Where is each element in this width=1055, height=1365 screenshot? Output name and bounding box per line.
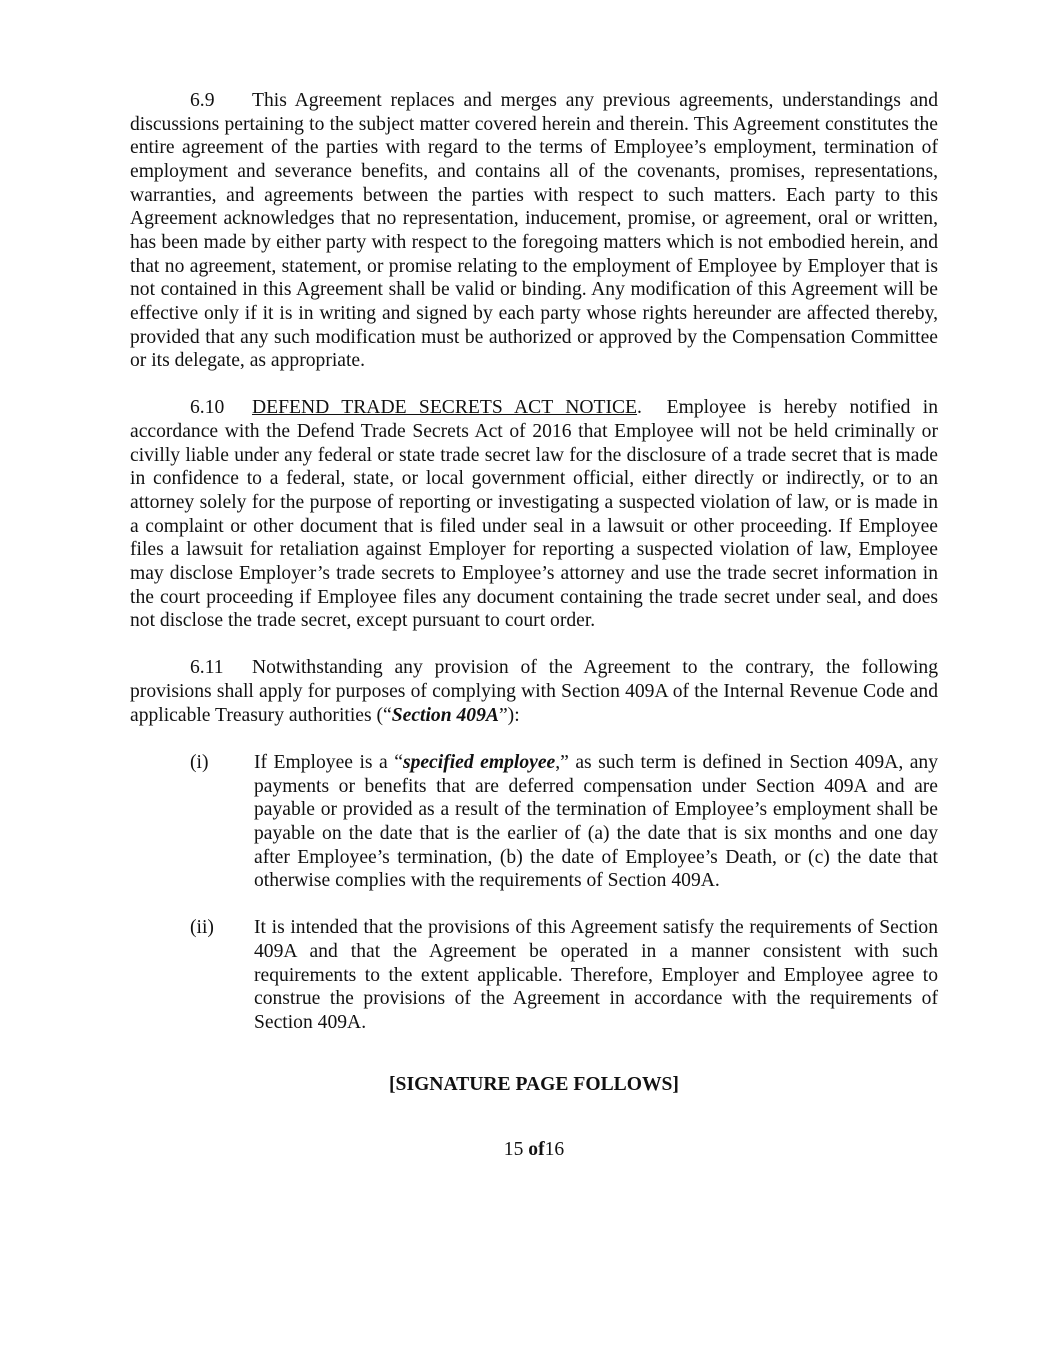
list-marker: (i) — [190, 751, 209, 773]
list-text: It is intended that the provisions of this Agreement satisfy the requirements of Section 409A and that the Agreement be operated in a manner consistent with such requirements to the extent applicable. Therefore, Employer and Employee agree to construe the provisions of the Agreement in accordance with the requirements of Section 409A. — [254, 917, 938, 1033]
section-heading: DEFEND TRADE SECRETS ACT NOTICE — [252, 397, 638, 419]
section-number: 6.9 — [190, 90, 215, 111]
page-current: 15 — [503, 1139, 524, 1161]
section-number: 6.11 — [190, 657, 224, 679]
defined-term: Section 409A — [391, 704, 499, 726]
list-text: If Employee is a “ — [254, 751, 403, 773]
defined-term: specified employee — [402, 751, 556, 773]
section-6-11 — [130, 656, 938, 727]
section-text: Notwithstanding any provision of the Agreement to the contrary, the following provisions shall apply for purposes of complying with Section 409A of the Internal Revenue Code and applicable Treasury authorities (“ — [130, 657, 938, 726]
document-page — [130, 89, 938, 1162]
section-number: 6.10 — [190, 397, 225, 419]
section-text-end: ”): — [498, 704, 520, 726]
section-text: This Agreement replaces and merges any previous agreements, understandings and discussions pertaining to the subject matter covered herein and therein. This Agreement constitutes the entire agreement of the parties with regard to the terms of Employee’s employment, termination of employment and severance benefits, and contains all of the covenants, promises, representations, warranties, and agreements between the parties with respect to such matters. Each party to this Agreement acknowledges that no representation, inducement, promise, or agreement, oral or written, has been made by either party with respect to the foregoing matters which is not embodied herein, and that no agreement, statement, or promise relating to the employment of Employee by Employer that is not contained in this Agreement shall be valid or binding. Any modification of this Agreement will be effective only if it is in writing and signed by each party whose rights hereunder are affected thereby, provided that any such modification must be authorized or approved by the Compensation Committee or its delegate, as appropriate. — [130, 90, 938, 372]
list-text-end: ,” as such term is defined in Section 409A, any payments or benefits that are deferred compensation under Section 409A and are payable or provided as a result of the termination of Employee’s employment shall be payable on the date that is the earlier of (a) the date that is six months and one day after Employee’s termination, (b) the date of Employee’s Death, or (c) the date that otherwise complies with the requirements of Section 409A. — [254, 751, 939, 892]
section-text: Employee is hereby notified in accordance with the Defend Trade Secrets Act of 2016 that Employee will not be held criminally or civilly liable under any federal or state trade secret law for the disclosure of a trade secret that is made in confidence to a federal, state, or local government official, either directly or indirectly, or to an attorney solely for the purpose of reporting or investigating a suspected violation of law, or is made in a complaint or other document that is filed under seal in a lawsuit or other proceeding. If Employee files a lawsuit for retaliation against Employer for reporting a suspected violation of law, Employee may disclose Employer’s trade secrets to Employee’s attorney and use the trade secret information in the court proceeding if Employee files any document containing the trade secret under seal, and does not disclose the trade secret, except pursuant to court order. — [130, 397, 938, 632]
signature-page-notice: [SIGNATURE PAGE FOLLOWS] — [389, 1073, 679, 1095]
section-6-10 — [130, 396, 938, 633]
section-6-9 — [130, 89, 938, 373]
page-of: of — [528, 1139, 545, 1161]
list-marker: (ii) — [190, 917, 214, 939]
list-item — [130, 751, 938, 893]
page-total: 16 — [544, 1139, 565, 1161]
section-heading-period: . — [637, 397, 642, 419]
list-item — [130, 916, 938, 1034]
page-number — [130, 1138, 938, 1162]
